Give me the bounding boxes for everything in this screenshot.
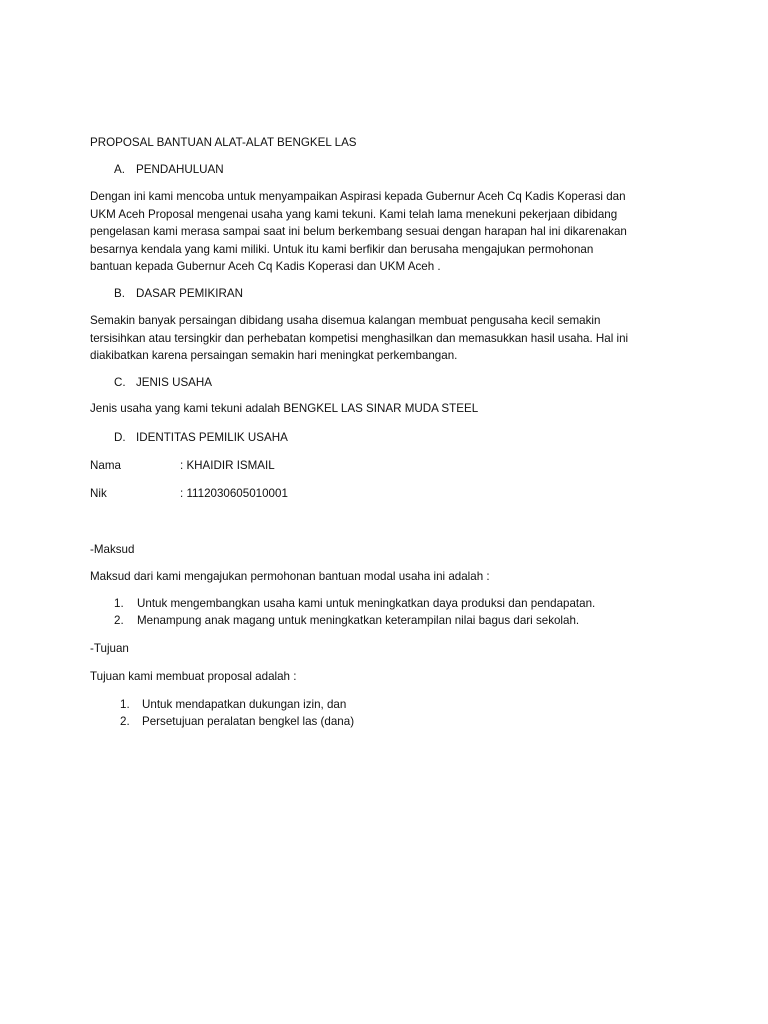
paragraph-line: UKM Aceh Proposal mengenai usaha yang kami tekuni. Kami telah lama menekuni pekerjaan dibidang [90,207,618,221]
section-a-letter: A. [114,163,125,176]
maksud-intro: Maksud dari kami mengajukan permohonan bantuan modal usaha ini adalah : [90,570,490,583]
section-d-letter: D. [114,431,126,444]
paragraph-line: pengelasan kami merasa sampai saat ini belum berkembang sesuai dengan harapan hal ini dikarenakan [90,225,627,239]
section-c-heading: JENIS USAHA [136,376,213,389]
paragraph-line: Jenis usaha yang kami tekuni adalah BENGKEL LAS SINAR MUDA STEEL [90,402,479,415]
paragraph-line: tersisihkan atau tersingkir dan perhebatan kompetisi menghasilkan dan memasukkan hasil usaha. Hal ini [90,331,629,345]
identity-label-nik: Nik [90,487,107,500]
tujuan-item-text: Untuk mendapatkan dukungan izin, dan [142,698,347,711]
section-a-heading: PENDAHULUAN [136,163,224,176]
tujuan-item-text: Persetujuan peralatan bengkel las (dana) [142,715,355,728]
maksud-item-number: 1. [114,597,124,610]
maksud-heading: -Maksud [90,543,135,556]
tujuan-intro: Tujuan kami membuat proposal adalah : [90,670,297,683]
section-c-letter: C. [114,376,126,389]
section-b-letter: B. [114,287,125,300]
section-b-paragraph [90,312,686,365]
tujuan-heading: -Tujuan [90,642,129,655]
maksud-item-text: Menampung anak magang untuk meningkatkan keterampilan nilai bagus dari sekolah. [137,614,580,627]
identity-value-nik: : 1112030605010001 [180,487,288,500]
tujuan-item-number: 2. [120,715,130,728]
paragraph-line: Semakin banyak persaingan dibidang usaha disemua kalangan membuat pengusaha kecil semakin [90,314,601,327]
section-d-heading: IDENTITAS PEMILIK USAHA [136,431,288,444]
paragraph-line: diakibatkan karena persaingan semakin hari meningkat perkembangan. [90,349,458,363]
section-b-heading: DASAR PEMIKIRAN [136,287,243,300]
identity-value-nama: : KHAIDIR ISMAIL [180,459,275,472]
tujuan-item-number: 1. [120,698,130,711]
paragraph-line: Dengan ini kami mencoba untuk menyampaikan Aspirasi kepada Gubernur Aceh Cq Kadis Koperasi dan [90,190,626,203]
identity-label-nama: Nama [90,459,121,472]
section-c-paragraph [90,400,686,418]
maksud-item-text: Untuk mengembangkan usaha kami untuk meningkatkan daya produksi dan pendapatan. [137,597,596,610]
paragraph-line: bantuan kepada Gubernur Aceh Cq Kadis Koperasi dan UKM Aceh . [90,260,441,274]
maksud-item-number: 2. [114,614,124,627]
paragraph-line: besarnya kendala yang kami miliki. Untuk itu kami berfikir dan berusaha mengajukan permohonan [90,242,594,256]
section-a-paragraph [90,188,686,276]
document-title: PROPOSAL BANTUAN ALAT-ALAT BENGKEL LAS [90,136,357,149]
